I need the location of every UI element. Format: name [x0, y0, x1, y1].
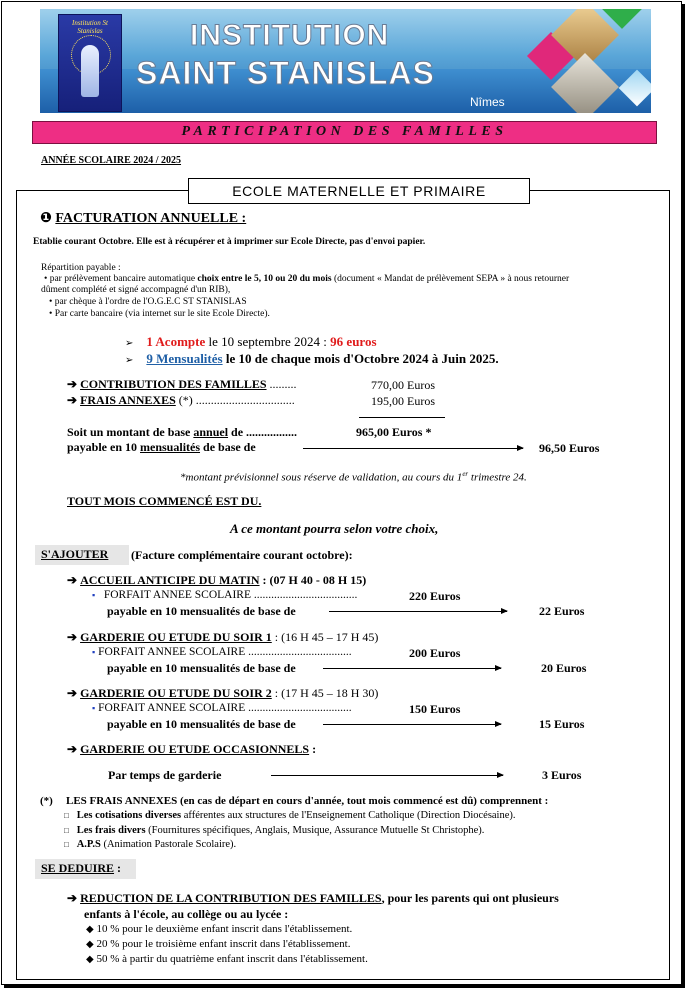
occasional-colon: :	[309, 742, 317, 756]
reduction-list	[86, 922, 368, 967]
deduct-colon: :	[114, 861, 122, 875]
evening1-amount: 200 Euros	[409, 646, 461, 660]
monthly-base-c: de base de	[200, 440, 256, 454]
morning-hours: : (07 H 40 - 08 H 15)	[259, 573, 367, 587]
add-subheading: (Facture complémentaire courant octobre):	[131, 548, 353, 562]
morning-forfait	[92, 589, 357, 601]
morning-label: ACCUEIL ANTICIPE DU MATIN	[80, 573, 260, 587]
checkbox-icon: □	[64, 840, 69, 849]
evening2-row	[67, 686, 378, 701]
annex-fees-item	[64, 824, 516, 839]
institution-title: INSTITUTION	[190, 19, 390, 52]
page-title: PARTICIPATION DES FAMILLES	[181, 124, 508, 139]
reduction-item	[86, 952, 368, 967]
evening1-monthly: 20 Euros	[541, 661, 587, 675]
deposit-date: le 10 septembre 2024 :	[205, 334, 331, 349]
square-bullet-icon: ▪	[92, 647, 96, 657]
right-arrow-icon: ➔	[67, 742, 78, 756]
evening2-label: GARDERIE OU ETUDE DU SOIR 2	[80, 686, 272, 700]
choice-note: A ce montant pourra selon votre choix,	[230, 521, 439, 536]
payment-option-1-cont: dûment complété et signé accompagné d'un RIB),	[41, 285, 231, 295]
per-time-amount: 3 Euros	[542, 768, 582, 782]
reduction-row	[67, 891, 559, 906]
evening1-label: GARDERIE OU ETUDE DU SOIR 1	[80, 630, 272, 644]
annex-fees-item-title: Les frais divers	[76, 824, 146, 836]
per-time-label: Par temps de garderie	[108, 768, 222, 782]
estimate-note-sup: er	[462, 470, 469, 478]
title-banner	[32, 121, 657, 144]
evening1-hours: : (16 H 45 – 17 H 45)	[271, 630, 379, 644]
annex-fees-heading: LES FRAIS ANNEXES (en cas de départ en cours d'année, tout mois commencé est dû) comprennent :	[66, 795, 549, 807]
forfait-label: FORFAIT ANNEE SCOLAIRE ....................................	[98, 646, 352, 658]
right-arrow-icon: ➔	[67, 686, 78, 700]
morning-amount: 220 Euros	[409, 589, 461, 603]
monthly-base-a: payable en 10	[67, 440, 141, 454]
right-arrow-icon: ➔	[67, 377, 78, 391]
number-one-icon: ❶	[40, 209, 52, 225]
deposit-label: 1 Acompte	[146, 334, 206, 349]
occasional-label: GARDERIE OU ETUDE OCCASIONNELS	[80, 742, 310, 756]
reduction-item-text: 10 % pour le deuxième enfant inscrit dans l'établissement.	[96, 923, 353, 935]
total-text-c: de .................	[228, 425, 298, 439]
add-heading: S'AJOUTER	[41, 547, 109, 561]
billing-intro: Etablie courant Octobre. Elle est à récupérer et à imprimer sur Ecole Directe, pas d'envoi papier.	[33, 237, 426, 247]
deposit-amount: 96 euros	[330, 334, 377, 349]
section-title: ECOLE MATERNELLE ET PRIMAIRE	[188, 178, 530, 204]
billing-heading: FACTURATION ANNUELLE :	[55, 211, 247, 226]
arrow-line	[323, 724, 501, 725]
annex-label: FRAIS ANNEXES	[80, 393, 176, 407]
header-banner	[40, 9, 651, 113]
arrow-line	[303, 448, 523, 449]
annex-fees-item-title: Les cotisations diverses	[76, 810, 182, 821]
estimate-note-b: trimestre 24.	[468, 471, 527, 484]
diamond-bullet-icon: ◆	[86, 924, 94, 935]
diamond-bullet-icon: ◆	[86, 954, 94, 965]
estimate-note	[180, 470, 527, 484]
forfait-label: FORFAIT ANNEE SCOLAIRE ....................................	[103, 589, 358, 601]
evening2-monthly: 15 Euros	[539, 717, 585, 731]
right-arrow-icon: ➔	[67, 891, 78, 905]
monthly-label: 9 Mensualités	[146, 351, 223, 366]
square-bullet-icon: ▪	[92, 703, 96, 713]
monthly-base-amount: 96,50 Euros	[539, 441, 600, 455]
total-row	[67, 425, 297, 440]
right-arrow-icon: ➔	[67, 393, 78, 407]
city-name: Nîmes	[470, 95, 505, 109]
school-name: SAINT STANISLAS	[136, 55, 435, 91]
reduction-item	[86, 937, 368, 952]
reduction-item	[86, 922, 368, 937]
diamond-bullet-icon: ◆	[86, 939, 94, 950]
monthly-line	[125, 351, 499, 367]
evening1-pay-line: payable en 10 mensualités de base de	[107, 661, 296, 675]
forfait-label: FORFAIT ANNEE SCOLAIRE ....................................	[98, 702, 352, 714]
annex-fees-item	[64, 809, 516, 824]
morning-row	[67, 573, 366, 588]
right-arrow-icon: ➔	[67, 573, 78, 587]
square-bullet-icon: ▪	[92, 590, 96, 600]
check-arrow-icon: ➢	[125, 338, 134, 349]
reduction-text: , pour les parents qui ont plusieurs	[381, 891, 559, 905]
total-text-b: annuel	[193, 425, 229, 439]
annex-mark-label: (*)	[40, 795, 53, 807]
evening1-row	[67, 630, 378, 645]
deduct-heading-row	[41, 861, 121, 876]
reduction-item-text: 20 % pour le troisième enfant inscrit dans l'établissement.	[96, 938, 351, 950]
estimate-note-a: *montant prévisionnel sous réserve de validation, au cours du 1	[180, 471, 463, 484]
annex-mark: (*)	[175, 393, 193, 407]
evening2-hours: : (17 H 45 – 18 H 30)	[271, 686, 379, 700]
annex-fees-item-text: (Fournitures spécifiques, Anglais, Musique, Assurance Mutuelle St Christophe).	[145, 824, 485, 836]
checkbox-icon: □	[64, 825, 69, 835]
check-arrow-icon: ➢	[125, 355, 134, 366]
school-year: ANNÉE SCOLAIRE 2024 / 2025	[41, 155, 182, 166]
reduction-text-2: enfants à l'école, au collège ou au lycée :	[84, 907, 289, 921]
annex-amount: 195,00 Euros	[371, 394, 435, 408]
reduction-label: REDUCTION DE LA CONTRIBUTION DES FAMILLES	[80, 891, 382, 905]
checkbox-icon: □	[64, 811, 69, 820]
annex-fees-list	[64, 809, 516, 853]
sum-line	[359, 417, 445, 418]
annex-fees-item-text: afférentes aux structures de l'Enseignement Catholique (Direction Diocésaine).	[181, 810, 516, 821]
monthly-text: le 10 de chaque mois d'Octobre 2024 à Juin 2025.	[222, 351, 499, 366]
monthly-base-row	[67, 440, 256, 455]
payment-option-1	[44, 274, 569, 284]
billing-heading-row	[40, 209, 246, 227]
annex-dots: .................................	[192, 393, 295, 407]
arrow-line	[329, 611, 507, 612]
contribution-amount: 770,00 Euros	[371, 378, 435, 392]
evening2-pay-line: payable en 10 mensualités de base de	[107, 717, 296, 731]
evening1-forfait	[92, 646, 352, 658]
contribution-label: CONTRIBUTION DES FAMILLES	[80, 377, 267, 391]
deduct-heading: SE DEDUIRE	[41, 861, 115, 875]
reduction-item-text: 50 % à partir du quatrième enfant inscrit dans l'établissement.	[96, 953, 368, 965]
deposit-line	[125, 334, 377, 350]
monthly-base-b: mensualités	[140, 440, 201, 454]
morning-pay-line: payable en 10 mensualités de base de	[107, 604, 296, 618]
contribution-row	[67, 377, 297, 392]
payment-option-1-choice: choix entre le 5, 10 ou 20 du mois	[197, 274, 332, 284]
morning-monthly: 22 Euros	[539, 604, 585, 618]
arrow-line	[271, 775, 503, 776]
payment-label: Répartition payable :	[41, 263, 121, 273]
school-logo	[58, 14, 122, 112]
evening2-forfait	[92, 702, 352, 714]
right-arrow-icon: ➔	[67, 630, 78, 644]
annex-fees-item-title: A.P.S	[76, 839, 101, 850]
payment-option-1-doc: (document « Mandat de prélèvement SEPA » à nous retourner	[331, 274, 570, 284]
annex-fees-item	[64, 838, 516, 853]
total-text-a: Soit un montant de base	[67, 425, 194, 439]
occasional-row	[67, 742, 316, 757]
payment-option-3: • Par carte bancaire (via internet sur le site Ecole Directe).	[49, 309, 270, 319]
statue-icon	[81, 45, 99, 97]
arrow-line	[323, 668, 501, 669]
payment-option-2: • par chèque à l'ordre de l'O.G.E.C ST STANISLAS	[49, 297, 247, 307]
total-amount: 965,00 Euros *	[356, 425, 432, 439]
started-month-note: TOUT MOIS COMMENCÉ EST DU.	[67, 494, 262, 508]
contribution-dots: .........	[266, 377, 297, 391]
annex-fees-item-text: (Animation Pastorale Scolaire).	[100, 839, 237, 850]
payment-option-1-text: • par prélèvement bancaire automatique	[44, 274, 198, 284]
annex-row	[67, 393, 295, 408]
evening2-amount: 150 Euros	[409, 702, 461, 716]
logo-caption: Institution St Stanislas	[72, 19, 108, 35]
